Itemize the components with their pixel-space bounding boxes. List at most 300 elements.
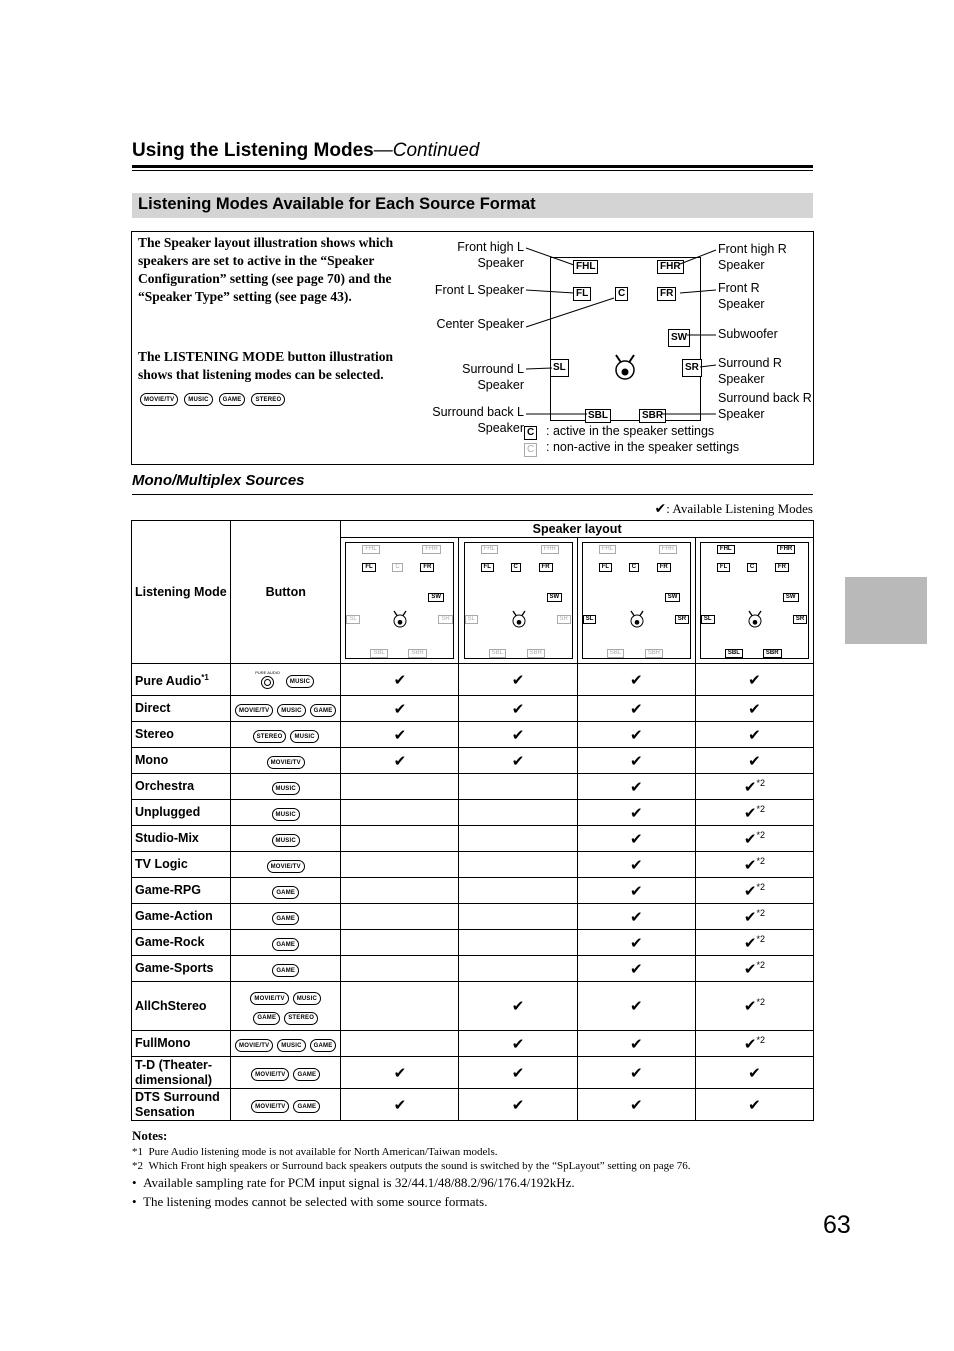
mode-name-cell <box>132 1057 231 1089</box>
pure-audio-button-icon <box>255 670 280 689</box>
availability-cell <box>459 722 577 748</box>
header-speaker-layout: Speaker layout <box>341 521 814 538</box>
speaker-sr: SR <box>682 359 702 377</box>
availability-cell <box>341 826 459 852</box>
availability-cell <box>341 878 459 904</box>
mode-name: T-D (Theater-dimensional) <box>135 1057 213 1087</box>
check-icon: ✔ <box>393 1063 407 1082</box>
check-icon: ✔ <box>743 997 757 1015</box>
header-rule-thin <box>132 170 813 171</box>
availability-cell <box>577 774 695 800</box>
check-icon: ✔ <box>393 725 407 744</box>
mini-speaker-sbl: SBL <box>725 649 743 658</box>
footnote-1 <box>132 1146 822 1158</box>
availability-cell <box>341 1057 459 1089</box>
check-icon: ✔ <box>629 881 643 900</box>
table-row <box>132 722 814 748</box>
availability-cell <box>695 956 813 982</box>
mini-speaker-fhl: FHL <box>362 545 379 554</box>
mini-speaker-sl: SL <box>346 615 359 624</box>
mode-name: Game-Sports <box>135 961 214 975</box>
layout-col-3 <box>577 538 695 664</box>
availability-cell <box>459 1031 577 1057</box>
notes <box>132 1128 822 1210</box>
check-icon: ✔ <box>743 777 757 796</box>
availability-cell <box>459 826 577 852</box>
check-icon: ✔ <box>511 670 525 689</box>
availability-cell <box>695 878 813 904</box>
legend-inactive-key: C <box>524 443 537 457</box>
availability-cell <box>341 800 459 826</box>
mode-name: Studio-Mix <box>135 831 199 845</box>
mode-name-cell <box>132 878 231 904</box>
button-cell <box>231 878 341 904</box>
label-front-l: Front L Speaker <box>434 283 524 297</box>
mini-speaker-fhl: FHL <box>717 545 735 554</box>
availability-cell <box>695 800 813 826</box>
label-front-high-r: Front high R Speaker <box>718 242 787 272</box>
mode-name: Mono <box>135 753 169 767</box>
check-icon: ✔ <box>748 699 761 718</box>
check-icon: ✔ <box>629 1063 643 1082</box>
check-icon: ✔ <box>511 1095 525 1114</box>
movie-tv-button-icon: MOVIE/TV <box>235 704 273 717</box>
check-icon: ✔ <box>629 699 643 718</box>
mini-layout-3 <box>582 542 691 659</box>
mode-name: AllChStereo <box>135 998 207 1013</box>
mode-name-cell <box>132 904 231 930</box>
pure-audio-knob-inner <box>264 679 271 686</box>
music-button-icon: MUSIC <box>272 782 300 795</box>
availability-cell <box>577 904 695 930</box>
legend-active-key: C <box>524 426 537 440</box>
mini-speaker-sbr: SBR <box>763 649 782 658</box>
music-button-icon: MUSIC <box>272 808 300 821</box>
check-icon: ✔ <box>743 829 757 848</box>
check-icon: ✔ <box>393 699 407 718</box>
running-title-continued: —Continued <box>373 140 480 161</box>
check-icon: ✔ <box>511 725 525 744</box>
button-cell <box>231 1089 341 1121</box>
music-button-icon: MUSIC <box>293 992 321 1005</box>
layout-col-1 <box>341 538 459 664</box>
speaker-sl: SL <box>550 359 569 377</box>
stereo-button-icon: STEREO <box>284 1012 318 1025</box>
mini-speaker-fr: FR <box>657 563 671 572</box>
availability-cell <box>577 878 695 904</box>
button-cell <box>231 696 341 722</box>
availability-cell <box>459 1089 577 1121</box>
mini-speaker-sbr: SBR <box>645 649 663 658</box>
note-bullet-2-text: The listening modes cannot be selected with some source formats. <box>143 1194 488 1209</box>
pure-audio-knob-icon <box>261 676 274 689</box>
availability-cell <box>577 664 695 696</box>
availability-cell <box>695 774 813 800</box>
game-button-icon: GAME <box>293 1068 320 1081</box>
listener-icon <box>511 609 527 629</box>
note-bullet-1: • Available sampling rate for PCM input signal is 32/44.1/48/88.2/96/176.4/192kHz. <box>132 1175 575 1190</box>
label-surround-r: Surround R Speaker <box>718 356 782 386</box>
mini-speaker-fr: FR <box>420 563 434 572</box>
footnote-1-text: Pure Audio listening mode is not available for North American/Taiwan models. <box>148 1146 498 1158</box>
running-title <box>132 140 479 162</box>
mode-name: Game-RPG <box>135 883 201 897</box>
button-cell <box>231 852 341 878</box>
footnote-2-text: Which Front high speakers or Surround back speakers outputs the sound is switched by the “SpLayout” setting on page 76. <box>148 1160 691 1172</box>
check-icon: ✔ <box>748 1095 761 1114</box>
check-icon: ✔ <box>743 855 757 874</box>
availability-cell <box>459 696 577 722</box>
availability-cell <box>577 748 695 774</box>
availability-cell <box>695 664 813 696</box>
pure-audio-caption: PURE AUDIO <box>255 669 280 675</box>
availability-cell <box>341 696 459 722</box>
label-surround-l: Surround L Speaker <box>462 362 524 392</box>
button-cell <box>231 800 341 826</box>
music-button-icon: MUSIC <box>184 393 212 406</box>
availability-cell <box>459 774 577 800</box>
table-row <box>132 748 814 774</box>
legend-inactive-text: : non-active in the speaker settings <box>546 440 740 454</box>
music-button-icon: MUSIC <box>290 730 318 743</box>
mode-rows <box>132 664 814 1121</box>
table-row <box>132 930 814 956</box>
mode-name: Orchestra <box>135 779 195 793</box>
notes-heading: Notes: <box>132 1128 168 1143</box>
listener-icon <box>629 609 645 629</box>
mini-speaker-sw: SW <box>428 593 444 602</box>
availability-cell <box>695 904 813 930</box>
availability-cell <box>341 852 459 878</box>
check-icon: ✔ <box>629 933 643 952</box>
availability-cell <box>459 930 577 956</box>
availability-cell <box>459 852 577 878</box>
check-icon: ✔ <box>748 751 761 770</box>
button-cell <box>231 826 341 852</box>
check-icon: ✔ <box>743 933 757 952</box>
mini-speaker-sr: SR <box>675 615 689 624</box>
check-icon: ✔ <box>629 751 643 770</box>
availability-cell <box>459 800 577 826</box>
table-row <box>132 878 814 904</box>
movie-tv-button-icon: MOVIE/TV <box>250 992 288 1005</box>
check-icon: ✔ <box>511 997 525 1015</box>
mini-speaker-sl: SL <box>701 615 715 624</box>
footnote-mark: *2 <box>756 777 765 788</box>
availability-cell <box>341 722 459 748</box>
speaker-sbl: SBL <box>585 409 611 423</box>
availability-cell <box>577 826 695 852</box>
button-cell <box>231 904 341 930</box>
availability-cell <box>459 878 577 904</box>
availability-cell <box>577 956 695 982</box>
available-modes-note <box>655 501 813 517</box>
music-button-icon: MUSIC <box>277 704 305 717</box>
mode-name-cell <box>132 956 231 982</box>
check-icon: ✔ <box>629 670 643 689</box>
check-icon: ✔ <box>629 829 643 848</box>
availability-cell <box>459 664 577 696</box>
availability-cell <box>695 1031 813 1057</box>
mini-speaker-sbl: SBL <box>489 649 506 658</box>
button-cell <box>231 982 341 1031</box>
check-icon: ✔ <box>629 777 643 796</box>
mode-footnote-mark: *1 <box>201 672 209 682</box>
mini-speaker-fl: FL <box>599 563 612 572</box>
table-row <box>132 852 814 878</box>
mini-layout-1 <box>345 542 454 659</box>
game-button-icon: GAME <box>310 1039 337 1052</box>
mini-speaker-sl: SL <box>583 615 597 624</box>
running-title-main: Using the Listening Modes <box>132 140 374 161</box>
mode-name: Direct <box>135 701 171 715</box>
table-row <box>132 982 814 1031</box>
mini-speaker-sbl: SBL <box>607 649 624 658</box>
availability-cell <box>459 982 577 1031</box>
button-cell <box>231 956 341 982</box>
availability-cell <box>459 904 577 930</box>
check-icon: ✔ <box>393 670 407 689</box>
check-icon: ✔ <box>511 1034 525 1053</box>
game-button-icon: GAME <box>310 704 337 717</box>
button-cell <box>231 748 341 774</box>
availability-cell <box>695 1057 813 1089</box>
button-cell <box>231 930 341 956</box>
availability-cell <box>695 982 813 1031</box>
mini-speaker-sr: SR <box>438 615 452 624</box>
header-button: Button <box>231 521 341 664</box>
mini-speaker-fl: FL <box>717 563 730 572</box>
stereo-button-icon: STEREO <box>251 393 285 406</box>
header-listening-mode: Listening Mode <box>132 521 231 664</box>
check-icon: ✔ <box>629 997 643 1015</box>
mode-name-cell <box>132 748 231 774</box>
music-button-icon: MUSIC <box>286 675 314 688</box>
check-icon: ✔ <box>748 670 761 689</box>
button-cell <box>231 664 341 696</box>
availability-cell <box>577 1089 695 1121</box>
footnote-mark: *2 <box>756 933 765 944</box>
check-icon: ✔ <box>748 725 761 744</box>
check-icon: ✔ <box>511 699 525 718</box>
mini-speaker-sw: SW <box>783 593 799 602</box>
check-icon: ✔ <box>629 1034 643 1053</box>
footnote-mark: *2 <box>756 959 765 970</box>
speaker-fhl: FHL <box>573 260 598 274</box>
availability-cell <box>577 800 695 826</box>
mini-speaker-c: C <box>629 563 639 572</box>
section-bar <box>132 193 813 218</box>
speaker-fr: FR <box>657 287 676 301</box>
movie-tv-button-icon: MOVIE/TV <box>251 1068 289 1081</box>
button-cell <box>231 774 341 800</box>
footnote-mark: *2 <box>756 855 765 866</box>
game-button-icon: GAME <box>272 912 299 925</box>
mono-rule <box>132 494 813 495</box>
speaker-c: C <box>615 287 628 301</box>
check-icon: ✔ <box>743 1034 757 1053</box>
game-button-icon: GAME <box>253 1012 280 1025</box>
mini-speaker-c: C <box>392 563 402 572</box>
table-row <box>132 1089 814 1121</box>
mode-name: TV Logic <box>135 857 188 871</box>
availability-cell <box>695 1089 813 1121</box>
layout-col-2 <box>459 538 577 664</box>
mini-speaker-fl: FL <box>362 563 375 572</box>
label-surround-back-l: Surround back L Speaker <box>432 405 524 435</box>
mini-speaker-sr: SR <box>557 615 571 624</box>
mini-speaker-sbr: SBR <box>408 649 426 658</box>
mini-speaker-fl: FL <box>481 563 494 572</box>
label-surround-back-r: Surround back R Speaker <box>718 391 812 421</box>
footnote-2-mark: *2 <box>132 1160 143 1172</box>
mode-name-cell <box>132 982 231 1031</box>
mini-speaker-fhr: FHR <box>659 545 677 554</box>
header-rule-thick <box>132 165 813 168</box>
footnote-mark: *2 <box>756 907 765 918</box>
table-row <box>132 800 814 826</box>
availability-cell <box>695 826 813 852</box>
game-button-icon: GAME <box>219 393 246 406</box>
available-modes-text: : Available Listening Modes <box>666 501 813 516</box>
mini-layout-4 <box>700 542 809 659</box>
check-icon: ✔ <box>511 751 525 770</box>
mode-name-cell <box>132 664 231 696</box>
check-icon: ✔ <box>629 1095 643 1114</box>
table-row <box>132 774 814 800</box>
table-row <box>132 664 814 696</box>
game-button-icon: GAME <box>293 1100 320 1113</box>
availability-cell <box>577 1057 695 1089</box>
mini-speaker-sw: SW <box>665 593 681 602</box>
button-cell <box>231 1031 341 1057</box>
music-button-icon: MUSIC <box>277 1039 305 1052</box>
footnote-mark: *2 <box>756 1034 765 1045</box>
note-bullet-1-text: Available sampling rate for PCM input signal is 32/44.1/48/88.2/96/176.4/192kHz. <box>143 1175 575 1190</box>
check-icon: ✔ <box>743 881 757 900</box>
speaker-sbr: SBR <box>639 409 666 423</box>
table-row <box>132 956 814 982</box>
mini-speaker-c: C <box>511 563 521 572</box>
mode-name-cell <box>132 1031 231 1057</box>
check-icon: ✔ <box>629 725 643 744</box>
game-button-icon: GAME <box>272 886 299 899</box>
availability-cell <box>341 904 459 930</box>
availability-cell <box>577 1031 695 1057</box>
availability-cell <box>695 696 813 722</box>
mode-name: Game-Rock <box>135 935 205 949</box>
mode-name-cell <box>132 826 231 852</box>
availability-cell <box>695 748 813 774</box>
speaker-fl: FL <box>573 287 591 301</box>
mode-name-cell <box>132 696 231 722</box>
mode-name: Pure Audio <box>135 674 202 689</box>
mode-name-cell <box>132 852 231 878</box>
mini-speaker-c: C <box>747 563 757 572</box>
availability-cell <box>341 930 459 956</box>
footnote-mark: *2 <box>756 997 765 1007</box>
layout-col-4 <box>695 538 813 664</box>
listener-icon <box>392 609 408 629</box>
availability-cell <box>577 930 695 956</box>
check-icon: ✔ <box>629 855 643 874</box>
availability-cell <box>459 956 577 982</box>
mini-speaker-sl: SL <box>465 615 478 624</box>
footnote-mark: *2 <box>756 803 765 814</box>
check-icon: ✔ <box>629 803 643 822</box>
availability-cell <box>341 1031 459 1057</box>
legend-paragraph-layout: The Speaker layout illustration shows which speakers are set to active in the “Speaker Configuration” setting (see page 70) and the “Speaker Type” setting (see page 43). <box>138 235 394 304</box>
music-button-icon: MUSIC <box>272 834 300 847</box>
page-number: 63 <box>823 1211 851 1239</box>
availability-cell <box>577 696 695 722</box>
availability-cell <box>341 956 459 982</box>
mini-layout-2 <box>464 542 573 659</box>
availability-cell <box>695 852 813 878</box>
mini-speaker-sw: SW <box>547 593 563 602</box>
table-row <box>132 696 814 722</box>
availability-cell <box>341 748 459 774</box>
label-subwoofer: Subwoofer <box>718 327 778 341</box>
movie-tv-button-icon: MOVIE/TV <box>267 756 305 769</box>
availability-cell <box>459 748 577 774</box>
speaker-fhr: FHR <box>657 260 684 274</box>
table-row <box>132 1057 814 1089</box>
label-center: Center Speaker <box>436 317 524 331</box>
section-title: Listening Modes Available for Each Source Format <box>138 195 536 213</box>
mode-name-cell <box>132 930 231 956</box>
availability-cell <box>695 722 813 748</box>
movie-tv-button-icon: MOVIE/TV <box>235 1039 273 1052</box>
availability-cell <box>577 722 695 748</box>
mini-speaker-fhr: FHR <box>777 545 795 554</box>
check-icon: ✔ <box>743 959 757 978</box>
side-tab <box>845 577 927 644</box>
mode-name: Stereo <box>135 727 174 741</box>
check-icon: ✔ <box>393 1095 407 1114</box>
check-icon: ✔ <box>743 803 757 822</box>
table-row <box>132 826 814 852</box>
stereo-button-icon: STEREO <box>253 730 287 743</box>
mini-speaker-sbr: SBR <box>527 649 545 658</box>
mode-name: Unplugged <box>135 805 201 819</box>
game-button-icon: GAME <box>272 938 299 951</box>
mini-speaker-fhl: FHL <box>599 545 616 554</box>
button-cell <box>231 1057 341 1089</box>
check-icon: ✔ <box>743 907 757 926</box>
mini-speaker-fhr: FHR <box>422 545 440 554</box>
footnote-1-mark: *1 <box>132 1146 143 1158</box>
movie-tv-button-icon: MOVIE/TV <box>140 393 178 406</box>
availability-cell <box>695 930 813 956</box>
mode-name: DTS Surround Sensation <box>135 1089 220 1119</box>
mini-speaker-fr: FR <box>775 563 789 572</box>
mini-speaker-sr: SR <box>793 615 807 624</box>
check-icon: ✔ <box>393 751 407 770</box>
mini-speaker-fr: FR <box>539 563 553 572</box>
mode-name: Game-Action <box>135 909 213 923</box>
button-cell <box>231 722 341 748</box>
legend-paragraph-button: The LISTENING MODE button illustration shows that listening modes can be selected. <box>138 349 394 382</box>
legend-box <box>131 231 814 465</box>
mono-multiplex-heading: Mono/Multiplex Sources <box>132 472 305 489</box>
speaker-sw: SW <box>668 329 690 347</box>
availability-cell <box>459 1057 577 1089</box>
check-icon: ✔ <box>654 501 667 517</box>
mini-speaker-fhl: FHL <box>481 545 498 554</box>
game-button-icon: GAME <box>272 964 299 977</box>
availability-cell <box>577 852 695 878</box>
